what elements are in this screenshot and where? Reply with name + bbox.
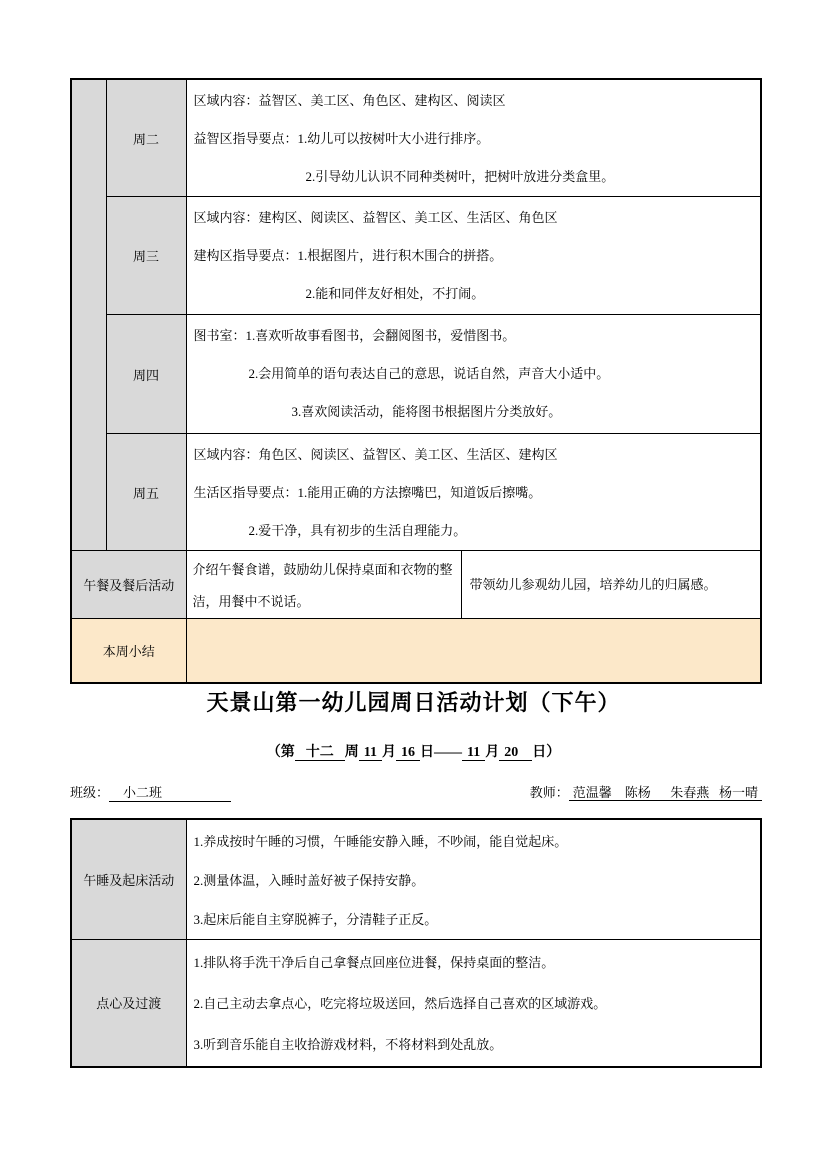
table-row bbox=[71, 79, 761, 197]
content-line: 区域内容：益智区、美工区、角色区、建构区、阅读区 bbox=[193, 93, 506, 108]
table-row-lunch bbox=[71, 551, 761, 619]
content-line: 2.测量体温，入睡时盖好被子保持安静。 bbox=[193, 873, 425, 888]
class-label: 班级： bbox=[70, 785, 110, 800]
class-teacher-row bbox=[70, 782, 762, 802]
lunch-right-cell: 带领幼儿参观幼儿园，培养幼儿的归属感。 bbox=[461, 551, 761, 619]
week-number-underlined: 十二 bbox=[295, 745, 345, 761]
day-content-wednesday bbox=[186, 197, 761, 315]
nap-content-cell bbox=[186, 819, 761, 940]
day-content-tuesday bbox=[186, 79, 761, 197]
day-cell-thursday: 周四 bbox=[106, 315, 186, 434]
teacher-names-underlined: 范温馨 陈杨 朱春燕 杨一晴 bbox=[569, 785, 762, 801]
summary-label-cell: 本周小结 bbox=[71, 619, 186, 683]
snack-label-cell: 点心及过渡 bbox=[71, 940, 186, 1067]
end-month-underlined: 11 bbox=[462, 745, 485, 761]
table-row bbox=[71, 315, 761, 434]
content-line: 图书室：1.喜欢听故事看图书，会翻阅图书，爱惜图书。 bbox=[193, 328, 516, 343]
day-content-friday bbox=[186, 434, 761, 551]
day-cell-friday: 周五 bbox=[106, 434, 186, 551]
content-line: 2.爱干净，具有初步的生活自理能力。 bbox=[248, 523, 467, 538]
content-line: 2.会用简单的语句表达自己的意思，说话自然，声音大小适中。 bbox=[248, 366, 610, 381]
content-line: 2.能和同伴友好相处，不打闹。 bbox=[305, 286, 485, 301]
subtitle-text: 月 bbox=[485, 745, 500, 760]
content-line: 3.喜欢阅读活动，能将图书根据图片分类放好。 bbox=[291, 404, 562, 419]
content-line: 2.引导幼儿认识不同种类树叶，把树叶放进分类盒里。 bbox=[305, 169, 615, 184]
snack-content-cell bbox=[186, 940, 761, 1067]
content-line: 区域内容：建构区、阅读区、益智区、美工区、生活区、角色区 bbox=[193, 210, 558, 225]
start-day-underlined: 16 bbox=[396, 745, 420, 761]
subtitle-text: （第 bbox=[266, 745, 295, 760]
content-line: 益智区指导要点：1.幼儿可以按树叶大小进行排序。 bbox=[193, 131, 490, 146]
table-row bbox=[71, 434, 761, 551]
content-line: 1.排队将手洗干净后自己拿餐点回座位进餐，保持桌面的整洁。 bbox=[193, 955, 555, 970]
table-row-nap bbox=[71, 819, 761, 940]
subtitle-text: 周 bbox=[344, 745, 359, 760]
table-row-snack bbox=[71, 940, 761, 1067]
subtitle-text: 日） bbox=[532, 745, 561, 760]
summary-content-cell bbox=[186, 619, 761, 683]
table-row bbox=[71, 197, 761, 315]
afternoon-plan-table bbox=[70, 818, 762, 1068]
class-value-underlined: 小二班 bbox=[109, 782, 231, 802]
subtitle-week-dates bbox=[0, 741, 827, 761]
content-line: 3.起床后能自主穿脱裤子，分清鞋子正反。 bbox=[193, 912, 438, 927]
end-day-underlined: 20 bbox=[499, 745, 532, 761]
lunch-label-cell: 午餐及餐后活动 bbox=[71, 551, 186, 619]
page-title: 天景山第一幼儿园周日活动计划（下午） bbox=[206, 690, 621, 715]
table-row-summary bbox=[71, 619, 761, 683]
merged-left-cell bbox=[71, 79, 106, 551]
nap-label-cell: 午睡及起床活动 bbox=[71, 819, 186, 940]
content-line: 2.自己主动去拿点心，吃完将垃圾送回，然后选择自己喜欢的区域游戏。 bbox=[193, 996, 607, 1011]
day-content-thursday bbox=[186, 315, 761, 434]
teacher-field bbox=[530, 782, 762, 802]
teacher-label: 教师： bbox=[529, 785, 569, 800]
subtitle-text: 月 bbox=[382, 745, 396, 760]
subtitle-text: 日—— bbox=[420, 745, 462, 760]
content-line: 建构区指导要点：1.根据图片，进行积木围合的拼搭。 bbox=[193, 248, 503, 263]
weekly-plan-table bbox=[70, 78, 762, 684]
start-month-underlined: 11 bbox=[359, 745, 382, 761]
class-field bbox=[70, 782, 231, 802]
content-line: 3.听到音乐能自主收拾游戏材料，不将材料到处乱放。 bbox=[193, 1037, 503, 1052]
content-line: 1.养成按时午睡的习惯，午睡能安静入睡，不吵闹，能自觉起床。 bbox=[193, 834, 568, 849]
day-cell-wednesday: 周三 bbox=[106, 197, 186, 315]
content-line: 区域内容：角色区、阅读区、益智区、美工区、生活区、建构区 bbox=[193, 447, 558, 462]
content-line: 生活区指导要点：1.能用正确的方法擦嘴巴，知道饭后擦嘴。 bbox=[193, 485, 542, 500]
day-cell-tuesday: 周二 bbox=[106, 79, 186, 197]
lunch-left-cell: 介绍午餐食谱，鼓励幼儿保持桌面和衣物的整洁，用餐中不说话。 bbox=[186, 551, 461, 619]
